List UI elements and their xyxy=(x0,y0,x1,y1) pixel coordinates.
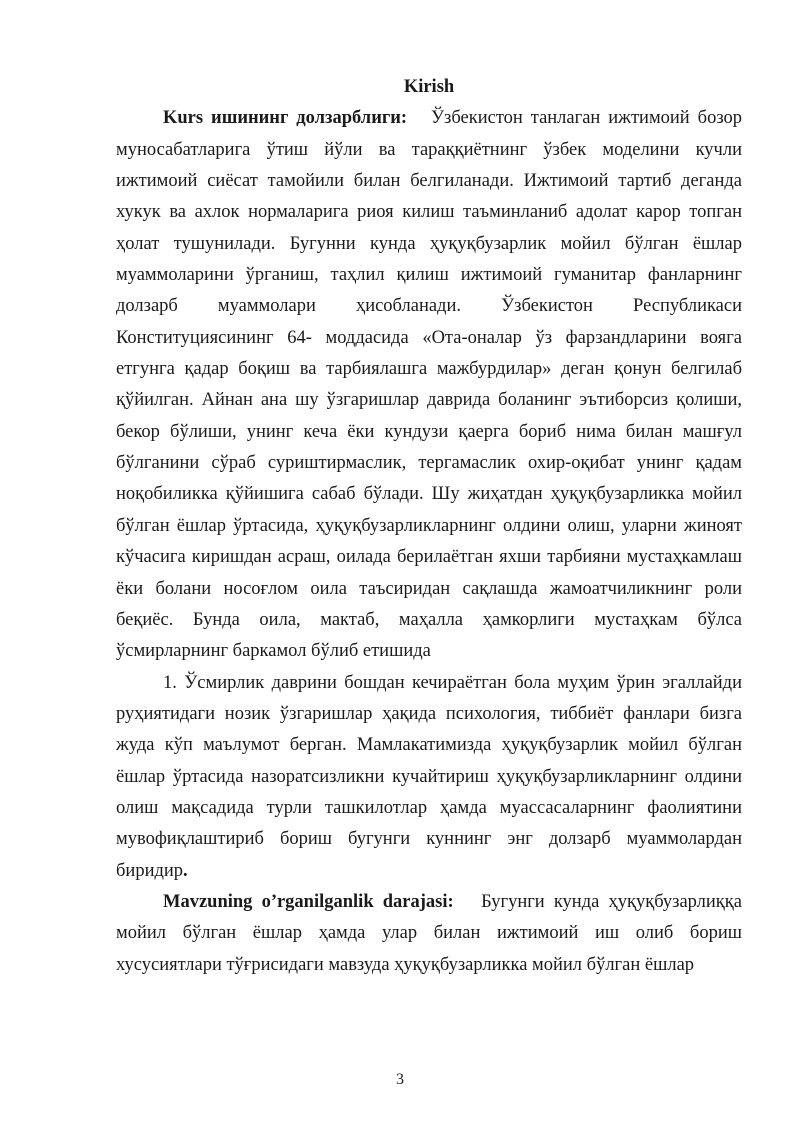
paragraph-study-degree xyxy=(116,887,742,981)
study-degree-heading: Mavzuning o’rganilganlik darajasi: xyxy=(163,891,454,912)
list-item xyxy=(116,668,742,887)
paragraph-relevance xyxy=(116,103,742,667)
list-item-number: 1. xyxy=(163,672,177,693)
relevance-text: Ўзбекистон танлаган ижтимоий бозор муносабатларига ўтиш йўли ва тараққиётнинг ўзбек моделини кучли ижтимоий сиёсат тамойили билан белгиланади. Ижтимоий тартиб деганда хукук ва ахлок нормаларига риоя килиш таъминланиб адолат карор топган ҳолат тушунилади. Бугунни кунда ҳуқуқбузарлик мойил бўлган ёшлар муаммоларини ўрганиш, таҳлил қилиш ижтимоий гуманитар фанларнинг долзарб муаммолари ҳисобланади. Ўзбекистон Республикаси Конституциясининг 64- моддасида «Ота-оналар ўз фарзандларини вояга етгунга қадар боқиш ва тарбиялашга мажбурдилар» деган қонун белгилаб қўйилган. Айнан ана шу ўзгаришлар даврида боланинг эътиборсиз қолиши, бекор бўлиши, унинг кеча ёки кундузи қаерга бориб нима билан машғул бўлганини сўраб суриштирмаслик, тергамаслик охир-оқибат унинг қадам ноқобиликка қўйишига сабаб бўлади. Шу жиҳатдан ҳуқуқбузарликка мойил бўлган ёшлар ўртасида, ҳуқуқбузарликларнинг олдини олиш, уларни жиноят кўчасига киришдан асраш, оилада берилаётган яхши тарбияни мустаҳкамлаш ёки болани носоғлом оила таъсиридан сақлашда жамоатчиликнинг роли беқиёс. Бунда оила, мактаб, маҳалла ҳамкорлиги мустаҳкам бўлса ўсмирларнинг баркамол бўлиб етишида xyxy=(116,108,743,662)
list-item-text: Ўсмирлик даврини бошдан кечираётган бола муҳим ўрин эгаллайди руҳиятидаги нозик ўзгаришлар ҳақида психология, тиббиёт фанлари бизга жуда кўп маълумот берган. Мамлакатимизда ҳуқуқбузарлик мойил бўлган ёшлар ўртасида назоратсизликни кучайтириш ҳуқуқбузарликларнинг олдини олиш мақсадида турли ташкилотлар ҳамда муассасаларнинг фаолиятини мувофиқлаштириб бориш бугунги куннинг энг долзарб муаммолардан биридир xyxy=(116,672,742,881)
list-item-end-mark: . xyxy=(183,860,188,881)
study-degree-text: Бугунги кунда ҳуқуқбузарлиққа мойил бўлган ёшлар ҳамда улар билан ижтимоий иш олиб бориш хусусиятлари тўғрисидаги мавзуда ҳуқуқбузарликка мойил бўлган ёшлар xyxy=(116,891,742,975)
page-number: 3 xyxy=(396,1071,404,1088)
page-title: Kirish xyxy=(403,77,455,97)
relevance-heading: Kurs ишининг долзарблиги: xyxy=(163,108,408,129)
page-content xyxy=(116,72,742,981)
